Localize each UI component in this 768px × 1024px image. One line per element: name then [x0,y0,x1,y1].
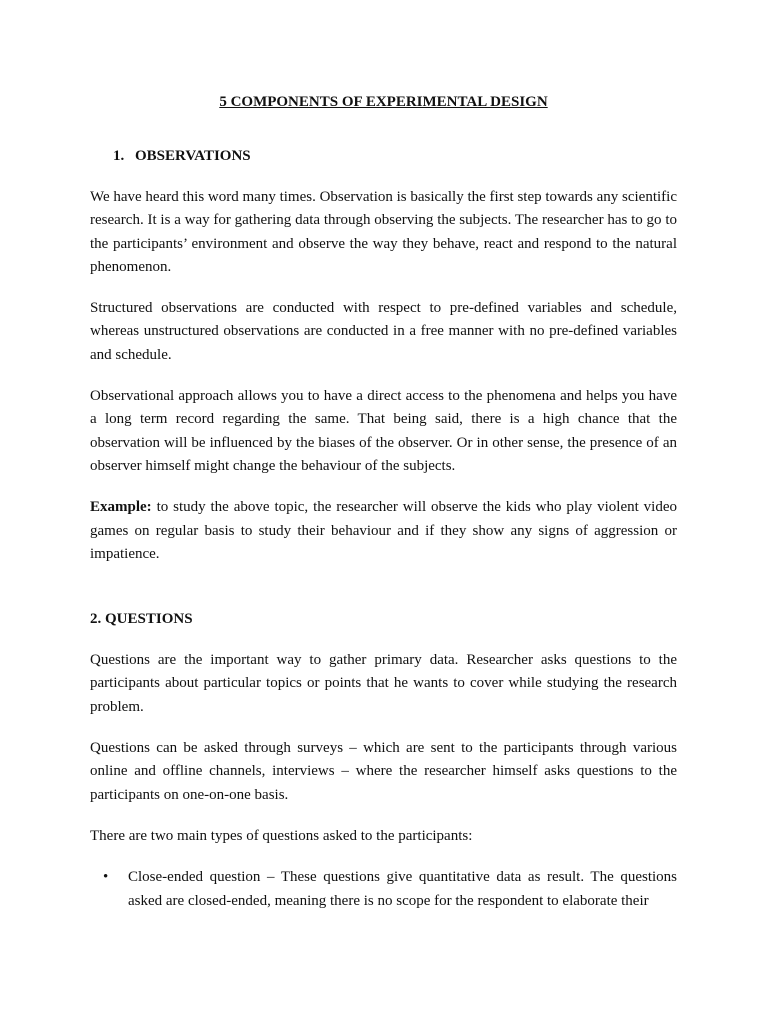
paragraph: Questions are the important way to gather primary data. Researcher asks questions to the participants about particular topics or points that he wants to cover while studying the research problem. [90,652,677,715]
list-item-text: Close-ended question – These questions give quantitative data as result. The questions asked are closed-ended, meaning there is no scope for the respondent to elaborate their [128,869,677,909]
section-heading-text: OBSERVATIONS [135,148,251,164]
paragraph: We have heard this word many times. Observation is basically the first step towards any scientific research. It is a way for gathering data through observing the subjects. The researcher has to go to the participants’ environment and observe the way they behave, react and respond to the natural phenomenon. [90,189,677,275]
bullet-icon: • [103,869,109,886]
section-number: 1. [113,148,125,164]
paragraph: Questions can be asked through surveys – which are sent to the participants through various online and offline channels, interviews – where the researcher himself asks questions to the participants on one-on-one basis. [90,740,677,803]
document-title: 5 COMPONENTS OF EXPERIMENTAL DESIGN [219,94,548,110]
example-label: Example: [90,499,152,516]
paragraph: Observational approach allows you to have a direct access to the phenomena and helps you have a long term record regarding the same. That being said, there is a high chance that the observation will be influenced by the biases of the observer. Or in other sense, the presence of an observer himself might change the behaviour of the subjects. [90,388,677,474]
list-item [90,866,677,913]
example-text: to study the above topic, the researcher will observe the kids who play violent video games on regular basis to study their behaviour and if they show any signs of aggression or impatience. [90,499,677,562]
paragraph: There are two main types of questions asked to the participants: [90,827,473,844]
document-body [90,91,677,913]
section-heading-observations [90,145,677,168]
paragraph: Structured observations are conducted with respect to pre-defined variables and schedule, whereas unstructured observations are conducted in a free manner with no pre-defined variables and schedule. [90,300,677,363]
section-heading-questions: 2. QUESTIONS [90,611,193,628]
example-paragraph [90,496,677,566]
question-types-list [90,866,677,913]
